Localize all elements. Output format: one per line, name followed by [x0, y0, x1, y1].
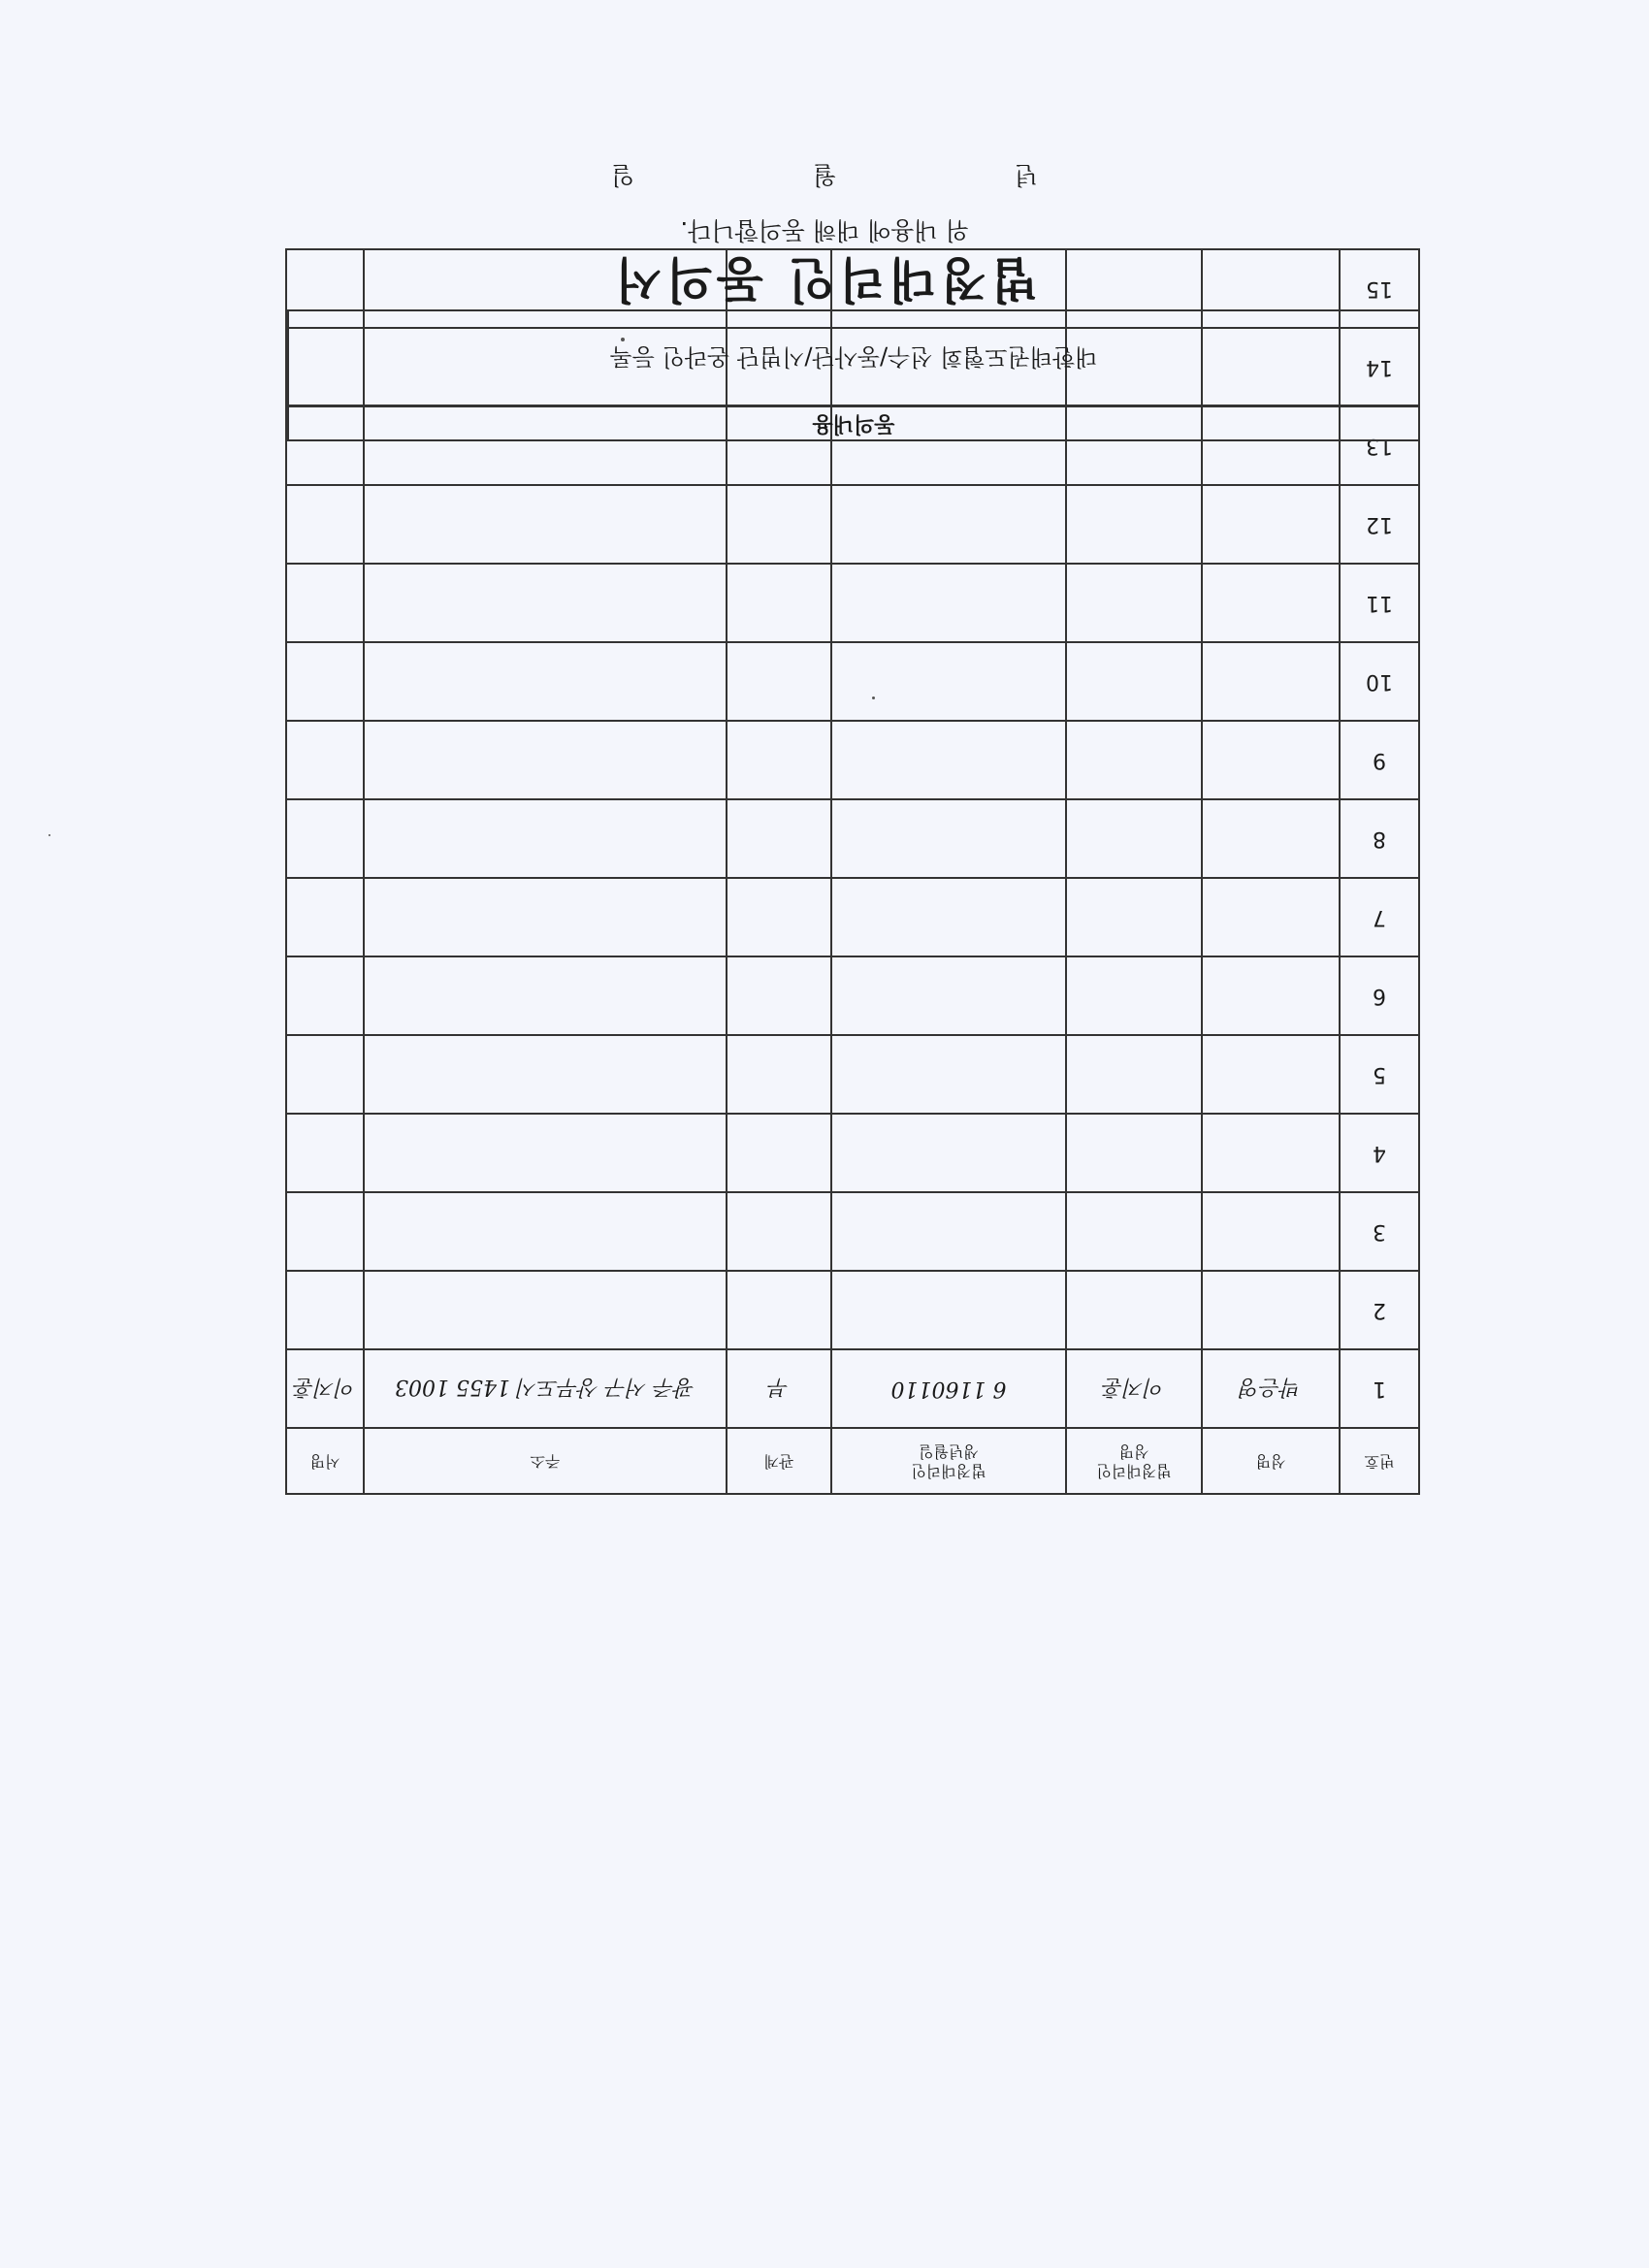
consent-text: 대한태권도협회 선수/동사단/시범단 온라인 등록: [609, 343, 1098, 371]
cell-guardian-birth: [831, 564, 1066, 642]
cell-address: [364, 799, 727, 878]
cell-guardian-name: [1066, 878, 1202, 956]
cell-relation: [727, 485, 831, 564]
header-relation: 관계: [727, 1428, 831, 1494]
cell-relation: [727, 642, 831, 721]
cell-guardian-name: [1066, 642, 1202, 721]
table-header-row: [286, 1428, 1419, 1494]
cell-guardian-birth: [831, 878, 1066, 956]
cell-signature: [286, 1271, 364, 1349]
cell-guardian-birth: [831, 1271, 1066, 1349]
header-number: 번호: [1340, 1428, 1419, 1494]
cell-number: 14: [1340, 328, 1419, 406]
table-row: [286, 1349, 1419, 1428]
cell-relation: [727, 799, 831, 878]
table-row: [286, 799, 1419, 878]
cell-relation: [727, 721, 831, 799]
cell-number: 12: [1340, 485, 1419, 564]
cell-guardian-name: [1066, 1271, 1202, 1349]
cell-name: [1202, 878, 1340, 956]
consent-heading: 동의내용: [289, 405, 1418, 439]
consent-statement: 위 내용에 대해 동의합니다.: [680, 216, 969, 244]
cell-number: 9: [1340, 721, 1419, 799]
cell-relation: [727, 1192, 831, 1271]
cell-guardian-birth: [831, 799, 1066, 878]
cell-guardian-name: [1066, 799, 1202, 878]
cell-number: 6: [1340, 956, 1419, 1035]
cell-number: 5: [1340, 1035, 1419, 1114]
scan-speck: [872, 697, 875, 699]
cell-name: [1202, 1192, 1340, 1271]
cell-address: [364, 1114, 727, 1192]
cell-guardian-birth: [831, 1035, 1066, 1114]
cell-signature: [286, 721, 364, 799]
cell-address: [364, 564, 727, 642]
table-row: [286, 1271, 1419, 1349]
cell-name: [1202, 1114, 1340, 1192]
cell-number: 11: [1340, 564, 1419, 642]
cell-relation: 부: [727, 1349, 831, 1428]
table-row: [286, 642, 1419, 721]
cell-number: 7: [1340, 878, 1419, 956]
scan-speck: [621, 338, 625, 341]
table-row: [286, 485, 1419, 564]
cell-name: [1202, 642, 1340, 721]
cell-address: [364, 721, 727, 799]
table-row: [286, 878, 1419, 956]
cell-relation: [727, 564, 831, 642]
cell-guardian-birth: [831, 642, 1066, 721]
cell-number: 15: [1340, 249, 1419, 328]
cell-number: 2: [1340, 1271, 1419, 1349]
cell-address: [364, 956, 727, 1035]
cell-number: 10: [1340, 642, 1419, 721]
cell-relation: [727, 1271, 831, 1349]
cell-guardian-birth: [831, 956, 1066, 1035]
table-row: [286, 1114, 1419, 1192]
cell-relation: [727, 956, 831, 1035]
cell-guardian-birth: [831, 485, 1066, 564]
cell-guardian-name: [1066, 721, 1202, 799]
cell-address: [364, 1271, 727, 1349]
date-month-label: 월: [812, 161, 837, 189]
cell-guardian-birth: [831, 1114, 1066, 1192]
cell-name: 박은영: [1202, 1349, 1340, 1428]
cell-guardian-birth: 6 1160110: [831, 1349, 1066, 1428]
cell-number: 1: [1340, 1349, 1419, 1428]
cell-address: [364, 878, 727, 956]
cell-number: 4: [1340, 1114, 1419, 1192]
cell-guardian-name: [1066, 956, 1202, 1035]
cell-name: [1202, 1035, 1340, 1114]
cell-name: [1202, 956, 1340, 1035]
cell-address: [364, 1035, 727, 1114]
cell-signature: [286, 799, 364, 878]
cell-guardian-name: [1066, 1114, 1202, 1192]
cell-name: [1202, 799, 1340, 878]
cell-guardian-name: [1066, 1035, 1202, 1114]
date-row: [0, 159, 1649, 194]
table-row: [286, 1192, 1419, 1271]
cell-signature: [286, 1035, 364, 1114]
cell-address: [364, 1192, 727, 1271]
cell-address: [364, 642, 727, 721]
cell-guardian-name: [1066, 1192, 1202, 1271]
header-guardian-birth: 법정대리인 생년월일: [831, 1428, 1066, 1494]
date-year-label: 년: [1014, 161, 1039, 189]
date-day-label: 일: [610, 161, 635, 189]
consent-content-box: [287, 309, 1420, 441]
cell-number: 8: [1340, 799, 1419, 878]
cell-relation: [727, 1035, 831, 1114]
cell-signature: [286, 1192, 364, 1271]
cell-guardian-birth: [831, 721, 1066, 799]
cell-signature: [286, 956, 364, 1035]
cell-signature: [286, 1114, 364, 1192]
cell-signature: 이지훈: [286, 1349, 364, 1428]
cell-name: [1202, 564, 1340, 642]
cell-address: [364, 485, 727, 564]
cell-guardian-birth: [831, 1192, 1066, 1271]
cell-name: [1202, 1271, 1340, 1349]
cell-relation: [727, 1114, 831, 1192]
cell-signature: [286, 564, 364, 642]
table-row: [286, 1035, 1419, 1114]
table-row: [286, 956, 1419, 1035]
scan-speck: [48, 834, 50, 836]
header-signature: 서명: [286, 1428, 364, 1494]
cell-number: 3: [1340, 1192, 1419, 1271]
document-title: 법정대리인 동의서: [611, 251, 1038, 308]
table-row: [286, 564, 1419, 642]
header-guardian-name: 법정대리인 성명: [1066, 1428, 1202, 1494]
cell-signature: [286, 642, 364, 721]
cell-guardian-name: [1066, 564, 1202, 642]
header-address: 주소: [364, 1428, 727, 1494]
cell-address: 광주 서구 상무도시 1455 1003: [364, 1349, 727, 1428]
cell-name: [1202, 721, 1340, 799]
cell-guardian-name: [1066, 485, 1202, 564]
cell-relation: [727, 878, 831, 956]
cell-number: 13: [1340, 406, 1419, 485]
table-row: [286, 721, 1419, 799]
cell-signature: [286, 485, 364, 564]
cell-name: [1202, 485, 1340, 564]
cell-guardian-name: 이지훈: [1066, 1349, 1202, 1428]
cell-signature: [286, 878, 364, 956]
header-name: 성명: [1202, 1428, 1340, 1494]
